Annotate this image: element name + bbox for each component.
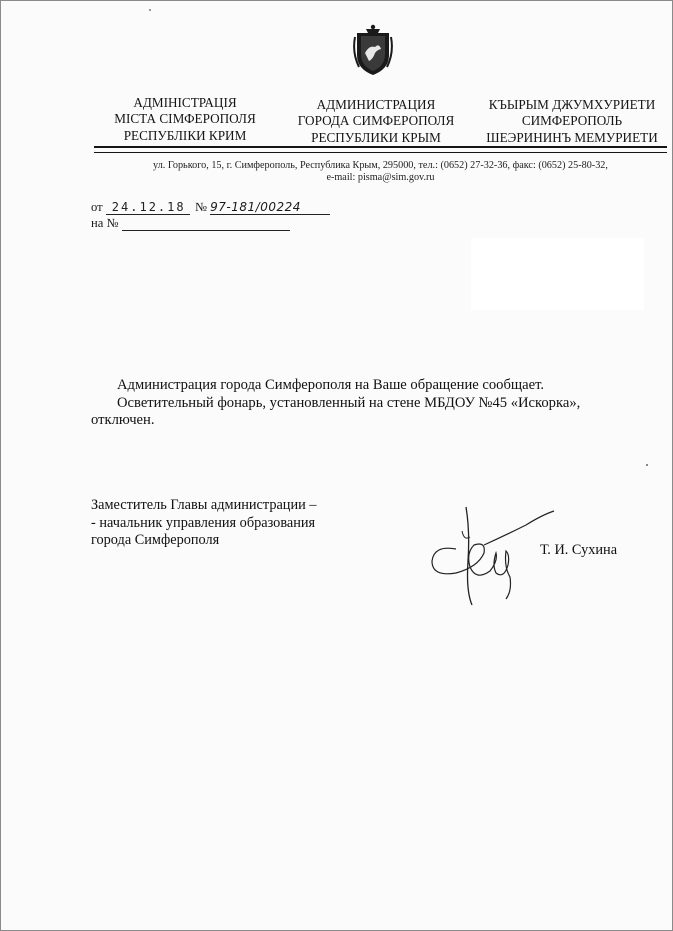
number-text: 97-181/00224	[210, 200, 301, 214]
signer-position-3: города Симферополя	[91, 532, 220, 548]
body-line-2: Осветительный фонарь, установленный на стене МБДОУ №45 «Искорка»,	[117, 395, 581, 411]
header-rule-thin	[94, 152, 667, 153]
to-label: на №	[91, 216, 119, 230]
body-line-1: Администрация города Симферополя на Ваше обращение сообщает.	[117, 377, 545, 393]
header-russian	[286, 97, 466, 146]
signer-name: Т. И. Сухина	[540, 542, 618, 558]
signer-position-1: Заместитель Главы администрации –	[91, 497, 317, 513]
to-number-blank	[122, 217, 290, 231]
header-russian-line: РЕСПУБЛИКИ КРЫМ	[311, 129, 441, 145]
from-label: от	[91, 200, 103, 214]
header-crimean-tatar-line: КЪЫРЫМ ДЖУМХУРИЕТИ	[488, 97, 656, 112]
date-value: 24.12.18	[106, 200, 190, 215]
header-ukrainian-line: МІСТА СІМФЕРОПОЛЯ	[114, 111, 256, 127]
header-crimean-tatar-line: СИМФЕРОПОЛЬ	[521, 113, 623, 129]
scan-speck	[149, 9, 151, 11]
header-rule-thick	[94, 146, 667, 148]
header-russian-line: АДМИНИСТРАЦИЯ	[316, 97, 436, 112]
reference-to	[91, 216, 290, 231]
header-crimean-tatar	[477, 97, 667, 146]
address-line: ул. Горького, 15, г. Симферополь, Республика Крым, 295000, тел.: (0652) 27-32-36, факс: (0652) 25-80-32,	[153, 160, 608, 171]
header-ukrainian-line: АДМІНІСТРАЦІЯ	[133, 95, 237, 110]
number-label: №	[194, 200, 207, 214]
header-ukrainian	[105, 95, 265, 144]
number-value	[210, 200, 330, 215]
header-russian-line: ГОРОДА СИМФЕРОПОЛЯ	[297, 113, 455, 129]
redacted-recipient	[471, 238, 644, 310]
header-ukrainian-line: РЕСПУБЛІКИ КРИМ	[123, 127, 247, 143]
email-line: e-mail: pisma@sim.gov.ru	[326, 172, 435, 183]
reference-from	[91, 200, 330, 215]
scan-speck	[646, 464, 648, 466]
body-line-3: отключен.	[91, 412, 155, 428]
header-crimean-tatar-line: ШЕЭРИНИНЪ МЕМУРИЕТИ	[486, 129, 658, 145]
crimea-coat-of-arms-icon	[351, 23, 395, 77]
signer-position-2: - начальник управления образования	[91, 515, 316, 531]
